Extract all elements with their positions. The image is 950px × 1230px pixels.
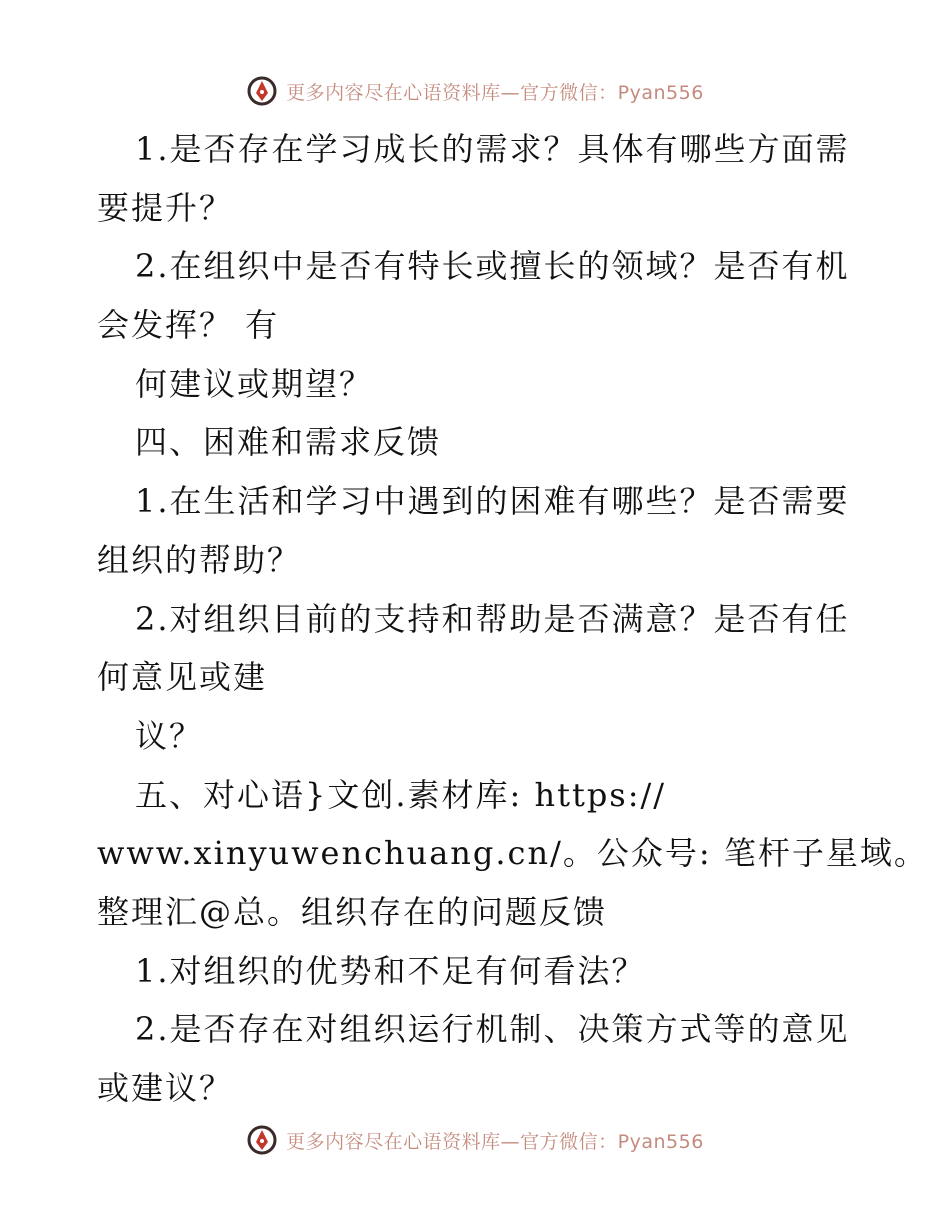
watermark-text: 更多内容尽在心语资料库—官方微信：Pyan556: [286, 81, 704, 104]
pen-nib-logo-icon: [246, 1124, 278, 1156]
document-body: [97, 120, 928, 1118]
text-line: 议？: [135, 716, 204, 755]
pen-nib-logo-icon: [246, 75, 278, 107]
header-watermark: [0, 71, 950, 111]
text-line: 或建议？: [97, 1069, 234, 1107]
text-line: 要提升？: [97, 188, 234, 227]
watermark-text: 更多内容尽在心语资料库—官方微信：Pyan556: [286, 1130, 704, 1153]
text-line: 2.是否存在对组织运行机制、决策方式等的意见: [135, 1010, 850, 1049]
text-line: 会发挥？ 有: [97, 306, 280, 345]
text-line: 1.对组织的优势和不足有何看法？: [135, 951, 646, 990]
text-line: www.xinyuwenchuang.cn/。公众号: 笔杆子星域。: [97, 834, 928, 873]
text-line: 2.在组织中是否有特长或擅长的领域？是否有机: [135, 247, 850, 286]
text-line: 组织的帮助？: [97, 540, 302, 579]
text-line: 四、困难和需求反馈: [135, 423, 442, 462]
text-line: 1.是否存在学习成长的需求？具体有哪些方面需: [135, 130, 850, 168]
text-line: 何意见或建: [97, 658, 268, 697]
text-line: 五、对心语}文创.素材库: https://: [135, 775, 667, 814]
text-line: 2.对组织目前的支持和帮助是否满意？是否有任: [135, 599, 850, 638]
text-line: 整理汇@总。组织存在的问题反馈: [97, 892, 608, 931]
text-line: 何建议或期望？: [135, 364, 374, 403]
text-line: 1.在生活和学习中遇到的困难有哪些？是否需要: [135, 482, 850, 521]
footer-watermark: [0, 1120, 950, 1160]
